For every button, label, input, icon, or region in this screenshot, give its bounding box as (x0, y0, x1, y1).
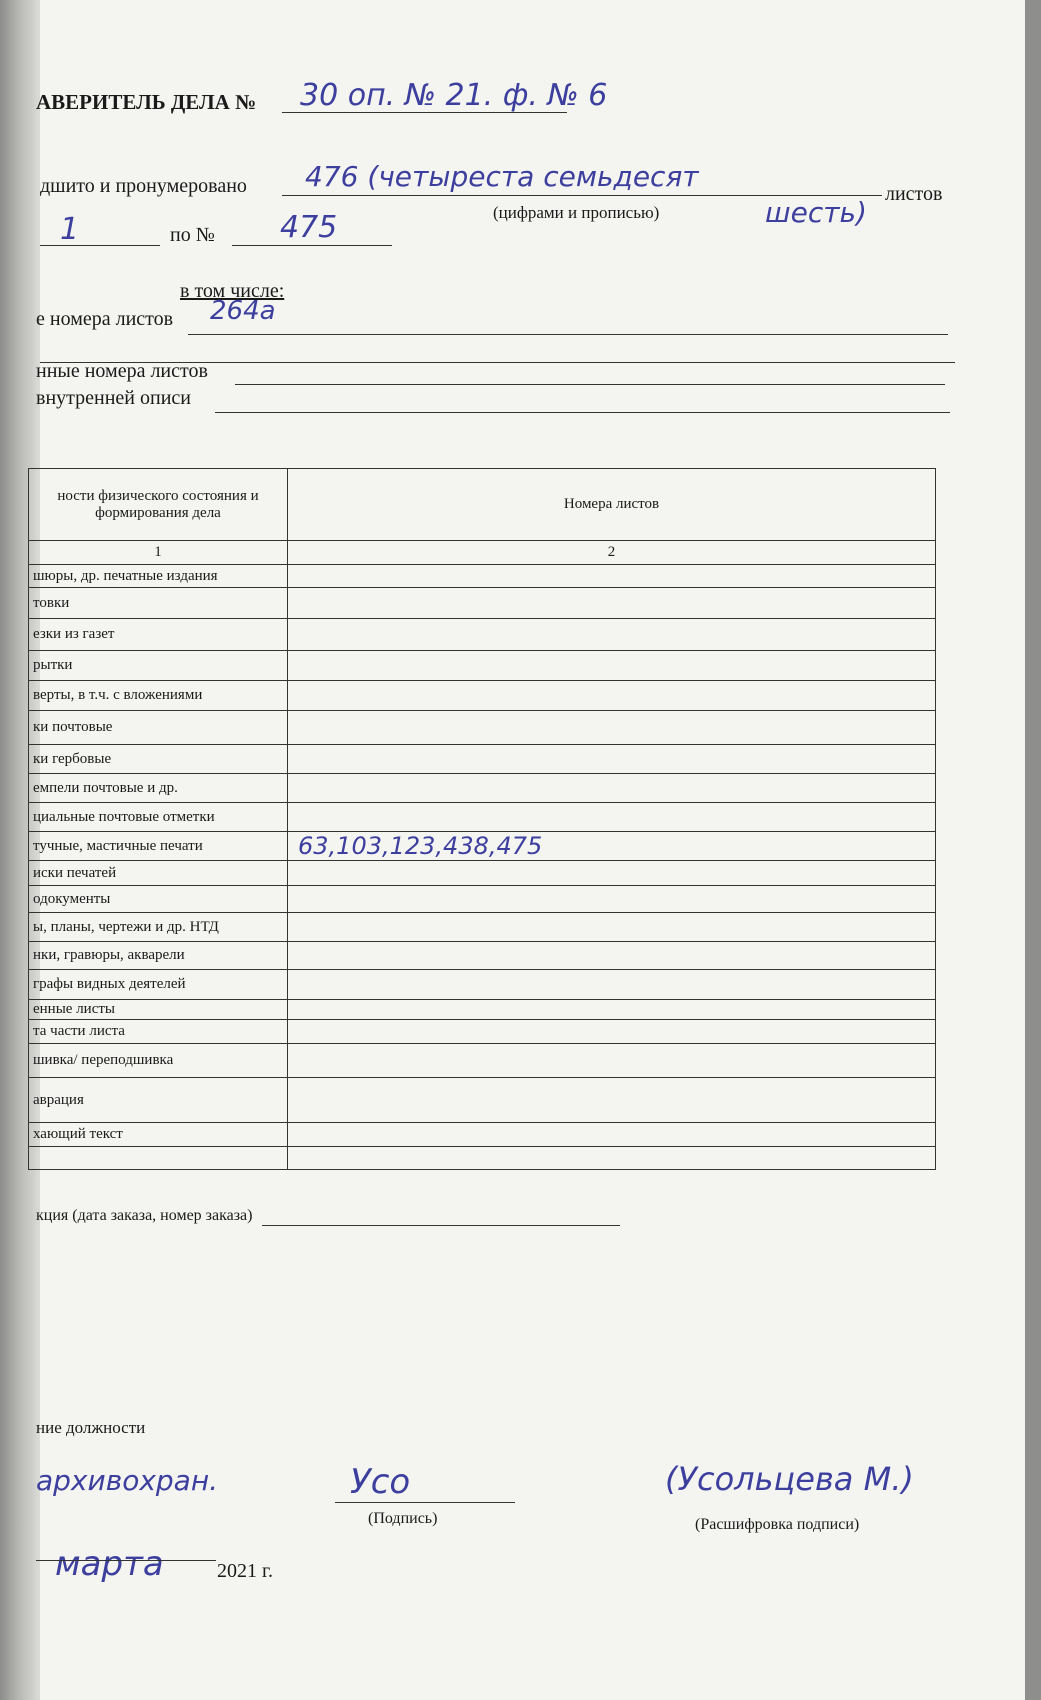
letter-numbers-handwritten: 264а (210, 296, 276, 326)
document-title: АВЕРИТЕЛЬ ДЕЛА № (36, 90, 257, 114)
case-number-line (282, 112, 567, 113)
table-row (29, 774, 936, 803)
to-sheet-handwritten: 475 (280, 210, 338, 245)
row-label: графы видных деятелей (29, 970, 288, 1000)
position-handwritten: архивохран. (36, 1464, 219, 1497)
table-row (29, 711, 936, 745)
table-row (29, 970, 936, 1000)
row-label: езки из газет (29, 619, 288, 651)
letter-numbers-label: е номера листов (36, 308, 174, 330)
row-value (288, 1044, 936, 1078)
row-value (288, 711, 936, 745)
table-row (29, 619, 936, 651)
row-label: хающий текст (29, 1123, 288, 1147)
table-row (29, 588, 936, 619)
table-row (29, 681, 936, 711)
row-value (288, 619, 936, 651)
row-label: ы, планы, чертежи и др. НТД (29, 913, 288, 942)
table-row (29, 1147, 936, 1170)
table-row (29, 745, 936, 774)
row-label: ки почтовые (29, 711, 288, 745)
decoding-handwritten: (Усольцева М.) (665, 1460, 914, 1498)
table-row (29, 803, 936, 832)
row-value (288, 774, 936, 803)
table-row (29, 942, 936, 970)
count-hint: (цифрами и прописью) (493, 203, 660, 222)
table-row (29, 1078, 936, 1123)
from-sheet-line (40, 245, 160, 246)
page-right-edge (1025, 0, 1041, 1700)
row-label: рытки (29, 651, 288, 681)
row-value (288, 913, 936, 942)
table-row (29, 565, 936, 588)
row-value (288, 1000, 936, 1020)
table-col1-number: 1 (29, 541, 288, 565)
table-header-row (29, 469, 936, 541)
seal-sheet-numbers-handwritten: 63,103,123,438,475 (288, 832, 936, 861)
row-label: аврация (29, 1078, 288, 1123)
row-value (288, 1147, 936, 1170)
row-label: циальные почтовые отметки (29, 803, 288, 832)
row-value (288, 1020, 936, 1044)
row-value (288, 588, 936, 619)
including-label: в том числе: (180, 280, 285, 302)
row-value (288, 861, 936, 886)
to-sheet-label: по № (170, 224, 215, 246)
count-label: дшито и пронумеровано (40, 175, 247, 197)
count-value-handwritten-cont: шесть) (765, 196, 867, 229)
row-label: нки, гравюры, акварели (29, 942, 288, 970)
row-value (288, 942, 936, 970)
table-col2-number: 2 (288, 541, 936, 565)
position-label: ние должности (36, 1418, 146, 1437)
row-label (29, 1147, 288, 1170)
to-sheet-line (232, 245, 392, 246)
table-row (29, 832, 936, 861)
table-row (29, 1044, 936, 1078)
row-label: иски печатей (29, 861, 288, 886)
case-number-handwritten: 30 оп. № 21. ф. № 6 (300, 78, 608, 113)
table-row (29, 861, 936, 886)
row-value (288, 681, 936, 711)
inner-inventory-label: внутренней описи (36, 387, 191, 409)
row-value (288, 803, 936, 832)
row-label: шивка/ переподшивка (29, 1044, 288, 1078)
row-label: енные листы (29, 1000, 288, 1020)
table-numbering-row (29, 541, 936, 565)
physical-state-table (28, 468, 936, 1170)
from-sheet-handwritten: 1 (60, 212, 80, 247)
table-row (29, 1020, 936, 1044)
row-label: одокументы (29, 886, 288, 913)
table-row (29, 651, 936, 681)
decoding-caption: (Расшифровка подписи) (695, 1516, 860, 1533)
signature-line (335, 1502, 515, 1503)
signature-handwritten: Усо (350, 1462, 411, 1502)
count-unit: листов (885, 183, 943, 205)
order-line (262, 1225, 620, 1226)
inner-inventory-line (215, 412, 950, 413)
row-value (288, 886, 936, 913)
row-label: шюры, др. печатные издания (29, 565, 288, 588)
letter-numbers-line (188, 334, 948, 335)
row-label: тучные, мастичные печати (29, 832, 288, 861)
date-line (36, 1560, 216, 1561)
row-label: верты, в т.ч. с вложениями (29, 681, 288, 711)
signature-caption: (Подпись) (368, 1510, 438, 1527)
table-header-col2: Номера листов (288, 469, 936, 541)
month-handwritten: марта (55, 1544, 164, 1584)
table-row (29, 1000, 936, 1020)
row-value (288, 1078, 936, 1123)
row-value (288, 970, 936, 1000)
row-value (288, 651, 936, 681)
missed-numbers-label: нные номера листов (36, 360, 208, 382)
table-row (29, 886, 936, 913)
order-label: кция (дата заказа, номер заказа) (36, 1207, 253, 1224)
table-row (29, 913, 936, 942)
row-value (288, 565, 936, 588)
row-value (288, 1123, 936, 1147)
count-value-handwritten: 476 (четыреста семьдесят (305, 160, 699, 193)
row-label: ки гербовые (29, 745, 288, 774)
missed-numbers-line (235, 384, 945, 385)
row-label: та части листа (29, 1020, 288, 1044)
table-header-col1: ности физического состояния и формирования дела (29, 469, 288, 541)
table-row (29, 1123, 936, 1147)
row-label: товки (29, 588, 288, 619)
row-label: емпели почтовые и др. (29, 774, 288, 803)
row-value (288, 745, 936, 774)
year-text: 2021 г. (217, 1560, 273, 1582)
